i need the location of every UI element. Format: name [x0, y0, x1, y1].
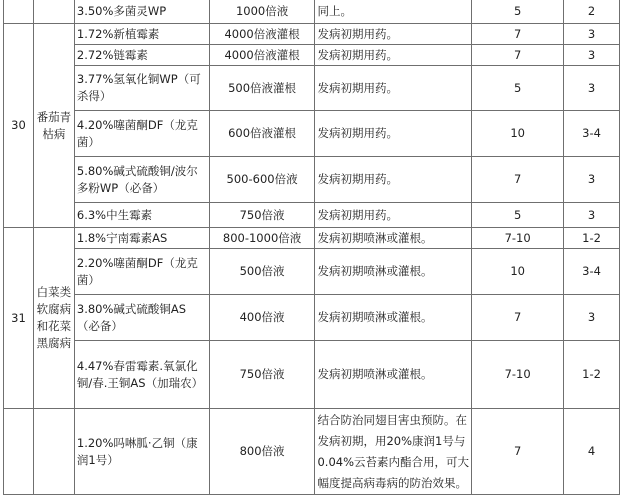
disease-name: 番茄青枯病	[33, 24, 74, 228]
application-times: 3	[564, 45, 620, 66]
table-row	[4, 111, 620, 157]
interval-days: 10	[472, 249, 564, 295]
disease-name: 白菜类软腐病和花菜黑腐病	[33, 228, 74, 409]
table-row	[4, 409, 620, 495]
application-times: 3	[564, 24, 620, 45]
usage-note: 发病初期用药。	[315, 45, 472, 66]
interval-days: 5	[472, 203, 564, 228]
table-row	[4, 295, 620, 341]
disease-name	[33, 0, 74, 24]
table-row	[4, 0, 620, 24]
usage-note: 同上。	[315, 0, 472, 24]
interval-days: 7	[472, 409, 564, 495]
dosage: 400倍液	[209, 295, 315, 341]
table-row	[4, 249, 620, 295]
usage-note: 发病初期用药。	[315, 157, 472, 203]
pesticide-name: 3.80%碱式硫酸铜AS（必备）	[74, 295, 209, 341]
disease-number	[4, 409, 34, 495]
interval-days: 5	[472, 66, 564, 111]
dosage: 4000倍液灌根	[209, 24, 315, 45]
interval-days: 7	[472, 45, 564, 66]
application-times: 1-2	[564, 341, 620, 409]
application-times: 3	[564, 295, 620, 341]
interval-days: 5	[472, 0, 564, 24]
application-times: 3	[564, 203, 620, 228]
usage-note: 发病初期喷淋或灌根。	[315, 295, 472, 341]
dosage: 750倍液	[209, 203, 315, 228]
pesticide-name: 4.47%春雷霉素.氧氯化铜/春.王铜AS（加瑞农）	[74, 341, 209, 409]
table-row	[4, 203, 620, 228]
usage-note: 发病初期用药。	[315, 66, 472, 111]
table-row	[4, 24, 620, 45]
table-row	[4, 45, 620, 66]
interval-days: 7	[472, 157, 564, 203]
pesticide-name: 2.72%链霉素	[74, 45, 209, 66]
application-times: 2	[564, 0, 620, 24]
dosage: 500-600倍液	[209, 157, 315, 203]
dosage: 750倍液	[209, 341, 315, 409]
interval-days: 7	[472, 295, 564, 341]
pesticide-table	[3, 0, 620, 495]
table-row	[4, 341, 620, 409]
usage-note: 发病初期用药。	[315, 24, 472, 45]
pesticide-name: 2.20%噻菌酮DF（龙克菌）	[74, 249, 209, 295]
table-row	[4, 157, 620, 203]
usage-note: 发病初期喷淋或灌根。	[315, 249, 472, 295]
dosage: 4000倍液灌根	[209, 45, 315, 66]
dosage: 800-1000倍液	[209, 228, 315, 249]
interval-days: 7-10	[472, 228, 564, 249]
pesticide-name: 6.3%中生霉素	[74, 203, 209, 228]
usage-note: 发病初期用药。	[315, 111, 472, 157]
pesticide-name: 1.72%新植霉素	[74, 24, 209, 45]
pesticide-name: 1.8%宁南霉素AS	[74, 228, 209, 249]
pesticide-name: 3.77%氢氧化铜WP（可杀得）	[74, 66, 209, 111]
application-times: 1-2	[564, 228, 620, 249]
application-times: 3-4	[564, 111, 620, 157]
interval-days: 10	[472, 111, 564, 157]
usage-note: 结合防治同翅目害虫预防。在发病初期，用20%康润1号与0.04%云苔素内酯合用，可大幅度提高病毒病的防治效果。	[315, 409, 472, 495]
pesticide-name: 1.20%吗啉胍·乙铜（康润1号）	[74, 409, 209, 495]
table-row	[4, 66, 620, 111]
application-times: 3	[564, 66, 620, 111]
interval-days: 7-10	[472, 341, 564, 409]
dosage: 600倍液灌根	[209, 111, 315, 157]
application-times: 3	[564, 157, 620, 203]
application-times: 3-4	[564, 249, 620, 295]
pesticide-name: 4.20%噻菌酮DF（龙克菌）	[74, 111, 209, 157]
dosage: 500倍液	[209, 249, 315, 295]
usage-note: 发病初期喷淋或灌根。	[315, 228, 472, 249]
usage-note: 发病初期用药。	[315, 203, 472, 228]
usage-note: 发病初期喷淋或灌根。	[315, 341, 472, 409]
dosage: 1000倍液	[209, 0, 315, 24]
disease-number: 31	[4, 228, 34, 409]
disease-number	[4, 0, 34, 24]
pesticide-name: 5.80%碱式硫酸铜/波尔多粉WP（必备）	[74, 157, 209, 203]
disease-name	[33, 409, 74, 495]
dosage: 800倍液	[209, 409, 315, 495]
disease-number: 30	[4, 24, 34, 228]
table-row	[4, 228, 620, 249]
pesticide-name: 3.50%多菌灵WP	[74, 0, 209, 24]
dosage: 500倍液灌根	[209, 66, 315, 111]
interval-days: 7	[472, 24, 564, 45]
application-times: 4	[564, 409, 620, 495]
